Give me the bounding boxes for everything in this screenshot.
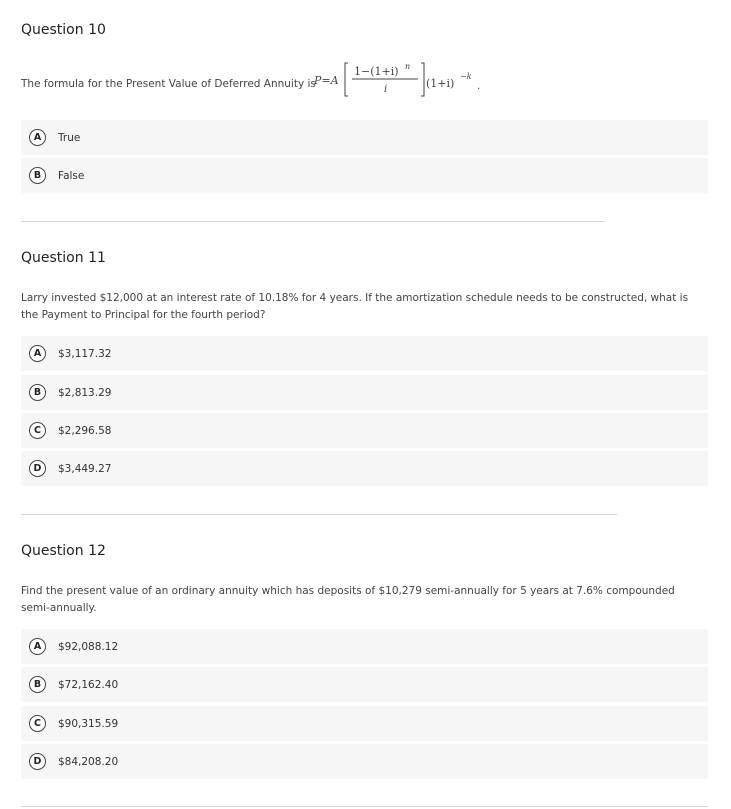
formula-factor-exponent: −k — [460, 72, 472, 81]
option-text: False — [58, 169, 85, 182]
deferred-annuity-formula — [314, 61, 494, 99]
divider — [21, 806, 708, 807]
q10-option-b[interactable] — [21, 158, 708, 193]
q12-option-d[interactable] — [21, 744, 708, 779]
q10-option-a[interactable] — [21, 120, 708, 155]
option-letter-badge: A — [29, 345, 46, 362]
formula-numerator: 1−(1+i) — [354, 65, 399, 78]
question-10-title: Question 10 — [21, 22, 106, 38]
divider — [21, 514, 617, 515]
option-text: $90,315.59 — [58, 717, 119, 730]
q11-option-c[interactable] — [21, 413, 708, 448]
question-10-text: The formula for the Present Value of Deferred Annuity is — [21, 78, 316, 90]
q11-option-b[interactable] — [21, 375, 708, 410]
option-text: True — [58, 131, 81, 144]
option-letter-badge: B — [29, 676, 46, 693]
option-letter-badge: A — [29, 638, 46, 655]
formula-factor: (1+i) — [426, 77, 455, 90]
option-text: $2,813.29 — [58, 386, 112, 399]
option-letter-badge: C — [29, 422, 46, 439]
question-11-title: Question 11 — [21, 250, 106, 266]
q11-option-a[interactable] — [21, 336, 708, 371]
question-12-title: Question 12 — [21, 543, 106, 559]
option-letter-badge: D — [29, 460, 46, 477]
option-letter-badge: B — [29, 167, 46, 184]
option-text: $2,296.58 — [58, 424, 112, 437]
q12-option-a[interactable] — [21, 629, 708, 664]
divider — [21, 221, 604, 222]
option-letter-badge: C — [29, 715, 46, 732]
option-letter-badge: B — [29, 384, 46, 401]
option-text: $84,208.20 — [58, 755, 119, 768]
formula-denominator: i — [384, 84, 388, 95]
option-letter-badge: A — [29, 129, 46, 146]
q12-option-c[interactable] — [21, 706, 708, 741]
option-text: $92,088.12 — [58, 640, 119, 653]
question-11-text: Larry invested $12,000 at an interest rate of 10.18% for 4 years. If the amortization schedule needs to be constructed, what is the Payment to Principal for the fourth period? — [21, 292, 689, 321]
option-text: $3,449.27 — [58, 462, 112, 475]
option-text: $72,162.40 — [58, 678, 119, 691]
option-text: $3,117.32 — [58, 347, 112, 360]
q12-option-b[interactable] — [21, 667, 708, 702]
formula-period: . — [477, 81, 481, 92]
formula-numerator-exponent: n — [405, 62, 411, 71]
option-letter-badge: D — [29, 753, 46, 770]
question-12-text: Find the present value of an ordinary annuity which has deposits of $10,279 semi-annually for 5 years at 7.6% compounded semi-annually. — [21, 585, 675, 614]
q11-option-d[interactable] — [21, 451, 708, 486]
formula-lhs: P=A — [314, 74, 339, 87]
